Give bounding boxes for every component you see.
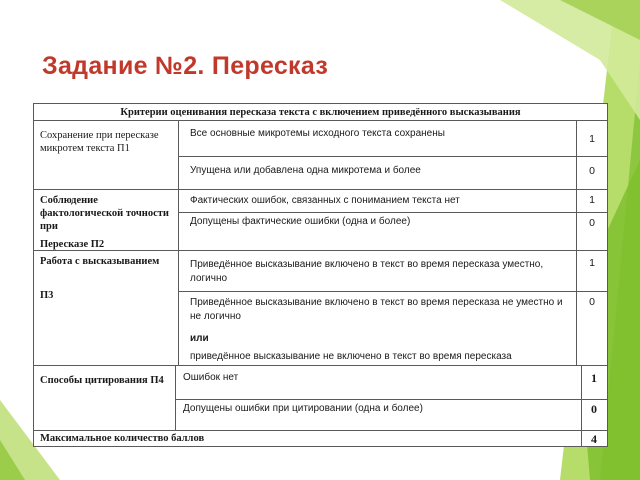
criterion-row-text: Упущена или добавлена одна микротема и более [190,165,421,176]
max-score-value: 4 [591,432,597,446]
criterion-label-p1: Сохранение при пересказе микротем текста П1 [40,130,159,154]
criterion-label-p3-sub: П3 [40,290,54,301]
criterion-row-score: 1 [589,194,595,206]
criterion-row-text: Все основные микротемы исходного текста сохранены [190,128,445,139]
criterion-row-text: Допущены ошибки при цитировании (одна и более) [183,403,423,414]
slide-title: Задание №2. Пересказ [42,52,329,80]
criterion-row-score: 1 [589,257,595,269]
criterion-row-text: Приведённое высказывание включено в текст во время пересказа уместно, логично [190,259,544,284]
criterion-row-text: Приведённое высказывание включено в текст во время пересказа не уместно и не логично [190,297,563,322]
criterion-row-score: 0 [591,402,597,416]
criterion-row-text: Фактических ошибок, связанных с пониманием текста нет [190,195,460,206]
criterion-row-score: 0 [589,165,595,177]
criterion-row-score: 1 [589,133,595,145]
criterion-label-p4: Способы цитирования П4 [40,375,164,386]
criterion-row-text: Допущены фактические ошибки (одна и более) [190,216,411,227]
criterion-row-score: 1 [591,371,597,385]
criterion-label-p2-sub: Пересказе П2 [40,239,105,250]
criterion-row-text: Ошибок нет [183,372,239,383]
criterion-row-or: или [190,333,209,344]
criterion-row-score: 0 [589,296,595,308]
max-score-label: Максимальное количество баллов [40,433,205,444]
table-header: Критерии оценивания пересказа текста с включением приведённого высказывания [120,107,521,118]
criterion-row-score: 0 [589,217,595,229]
criterion-label-p3: Работа с высказыванием [40,256,160,267]
criteria-table [33,103,608,447]
criterion-row-text: приведённое высказывание не включено в текст во время пересказа [190,351,512,362]
criterion-label-p2: Соблюдение фактологической точности при [40,195,169,232]
